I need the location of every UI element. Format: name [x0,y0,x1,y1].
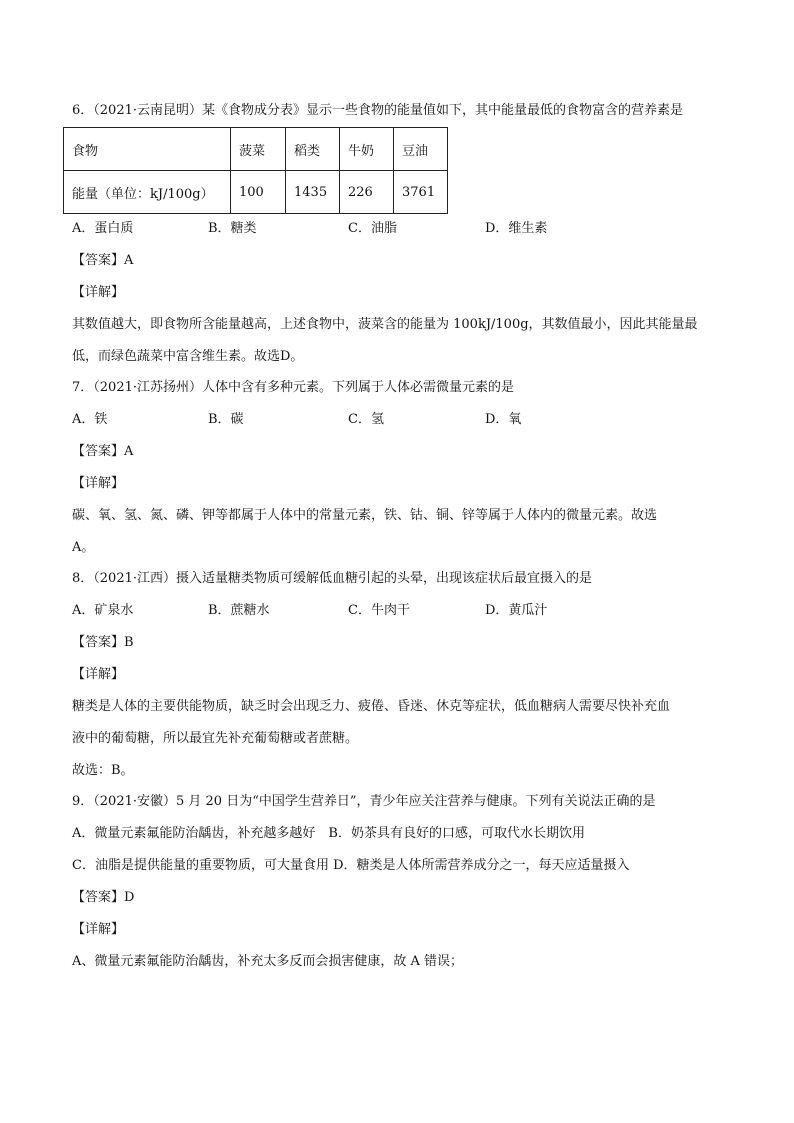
q6-detail-line: 其数值越大，即食物所含能量越高，上述食物中，菠菜含的能量为 100kJ/100g，其数值最小，因此其能量最 [72,317,698,332]
option-b: B．碳 [208,412,244,427]
q8-detail-line: 故选：B。 [72,763,134,778]
q6-detail-label: 【详解】 [72,285,125,300]
q7-answer: 【答案】A [72,444,134,459]
table-cell: 牛奶 [340,128,394,171]
q6-stem: 6．（2021·云南昆明）某《食物成分表》显示一些食物的能量值如下，其中能量最低的食物富含的营养素是 [72,103,683,118]
option-c: C．氢 [348,412,384,427]
table-row [64,171,448,214]
q7-detail-label: 【详解】 [72,476,125,491]
option-a: A．矿泉水 [72,603,134,618]
q6-answer: 【答案】A [72,253,134,268]
q8-detail-label: 【详解】 [72,667,125,682]
q8-detail-line: 液中的葡萄糖，所以最宜先补充葡萄糖或者蔗糖。 [72,731,359,746]
q7-detail-line: A。 [72,540,95,555]
option-b: B．蔗糖水 [208,603,270,618]
q6-detail-line: 低，而绿色蔬菜中富含维生素。故选D。 [72,349,304,364]
table-cell: 1435 [286,171,340,214]
q7-stem: 7．（2021·江苏扬州）人体中含有多种元素。下列属于人体必需微量元素的是 [72,380,514,395]
q8-detail-line: 糖类是人体的主要供能物质，缺乏时会出现乏力、疲倦、昏迷、休克等症状，低血糖病人需要尽快补充血 [72,699,671,714]
q8-stem: 8．（2021·江西）摄入适量糖类物质可缓解低血糖引起的头晕，出现该症状后最宜摄入的是 [72,571,592,586]
q9-option-line: A．微量元素氟能防治龋齿，补充越多越好 B．奶茶具有良好的口感，可取代水长期饮用 [72,826,585,841]
q9-option-line: C．油脂是提供能量的重要物质，可大量食用 D．糖类是人体所需营养成分之一，每天应适量摄入 [72,858,630,873]
option-d: D．氧 [485,412,522,427]
food-energy-table [63,127,448,214]
table-cell: 100 [231,171,286,214]
option-d: D．黄瓜汁 [485,603,548,618]
table-cell: 豆油 [394,128,448,171]
option-a: A．蛋白质 [72,221,134,236]
table-row [64,128,448,171]
option-c: C．油脂 [348,221,397,236]
q9-stem: 9．（2021·安徽）5 月 20 日为“中国学生营养日”，青少年应关注营养与健康。下列有关说法正确的是 [72,794,656,809]
q9-detail-line: A、微量元素氟能防治龋齿，补充太多反而会损害健康，故 A 错误； [72,954,464,969]
table-cell: 稻类 [286,128,340,171]
table-cell: 3761 [394,171,448,214]
option-b: B．糖类 [208,221,257,236]
table-cell: 食物 [64,128,231,171]
q9-answer: 【答案】D [72,890,135,905]
table-cell: 能量（单位：kJ/100g） [64,171,231,214]
q8-answer: 【答案】B [72,635,134,650]
table-cell: 226 [340,171,394,214]
q7-detail-line: 碳、氧、氢、氮、磷、钾等都属于人体中的常量元素，铁、钴、铜、锌等属于人体内的微量元素。故选 [72,508,658,523]
option-c: C．牛肉干 [348,603,410,618]
table-cell: 菠菜 [231,128,286,171]
option-d: D．维生素 [485,221,548,236]
option-a: A．铁 [72,412,108,427]
q9-detail-label: 【详解】 [72,922,125,937]
